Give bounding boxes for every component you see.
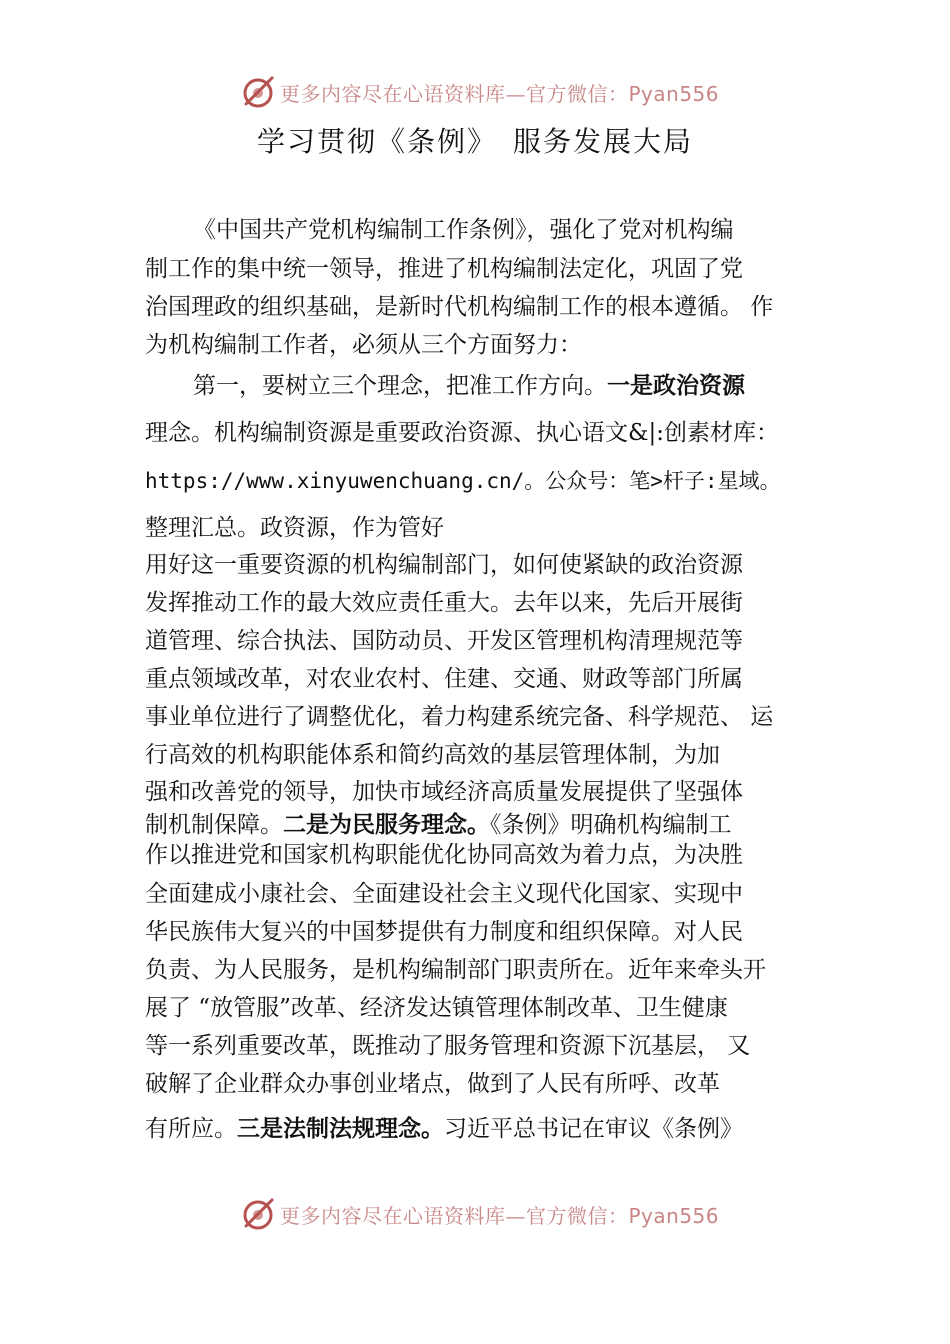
paragraph-line: https://www.xinyuwenchuang.cn/。公众号：笔>杆子:星域。 [145,469,781,493]
paragraph-line: 作以推进党和国家机构职能优化协同高效为着力点，为决胜 [145,842,743,868]
footer-banner [240,1194,719,1234]
banner-text: 更多内容尽在心语资料库—官方微信：Pyan556 [280,81,720,106]
paragraph-line: 展了 “放管服”改革、经济发达镇管理体制改革、卫生健康 [145,995,728,1021]
paragraph-line: 为机构编制工作者，必须从三个方面努力： [145,332,582,358]
paragraph-line: 有所应。三是法制法规理念。习近平总书记在审议《条例》 [145,1116,743,1142]
paragraph-line: 整理汇总。政资源，作为管好 [145,515,444,541]
document-title: 学习贯彻《条例》 服务发展大局 [256,125,693,158]
paragraph-line: 强和改善党的领导，加快市域经济高质量发展提供了坚强体 [145,779,743,805]
paragraph-line: 第一，要树立三个理念，把准工作方向。一是政治资源 [193,373,745,399]
paragraph-line: 《中国共产党机构编制工作条例》，强化了党对机构编 [193,217,734,243]
paragraph-line: 道管理、综合执法、国防动员、开发区管理机构清理规范等 [145,628,743,654]
paragraph-line: 华民族伟大复兴的中国梦提供有力制度和组织保障。对人民 [145,919,743,945]
paragraph-line: 破解了企业群众办事创业堵点，做到了人民有所呼、改革 [145,1071,720,1097]
header-banner [240,72,719,112]
pen-swirl-logo-icon [240,74,276,110]
paragraph-line: 负责、为人民服务，是机构编制部门职责所在。近年来牵头开 [145,957,766,983]
paragraph-line: 全面建成小康社会、全面建设社会主义现代化国家、实现中 [145,881,743,907]
paragraph-line: 制工作的集中统一领导，推进了机构编制法定化，巩固了党 [145,256,743,282]
paragraph-line: 制机制保障。二是为民服务理念。《条例》明确机构编制工 [145,812,732,838]
paragraph-line: 治国理政的组织基础，是新时代机构编制工作的根本遵循。 作 [145,294,774,320]
pen-swirl-logo-icon [240,1196,276,1232]
paragraph-line: 重点领域改革，对农业农村、住建、交通、财政等部门所属 [145,666,743,692]
paragraph-line: 发挥推动工作的最大效应责任重大。去年以来，先后开展街 [145,590,743,616]
paragraph-line: 理念。机构编制资源是重要政治资源、执心语文&|:创素材库： [145,420,779,446]
banner-text: 更多内容尽在心语资料库—官方微信：Pyan556 [280,1203,720,1228]
paragraph-line: 事业单位进行了调整优化，着力构建系统完备、科学规范、 运 [145,704,774,730]
paragraph-line: 等一系列重要改革，既推动了服务管理和资源下沉基层， 又 [145,1033,751,1059]
paragraph-line: 行高效的机构职能体系和简约高效的基层管理体制，为加 [145,742,720,768]
paragraph-line: 用好这一重要资源的机构编制部门，如何使紧缺的政治资源 [145,552,743,578]
